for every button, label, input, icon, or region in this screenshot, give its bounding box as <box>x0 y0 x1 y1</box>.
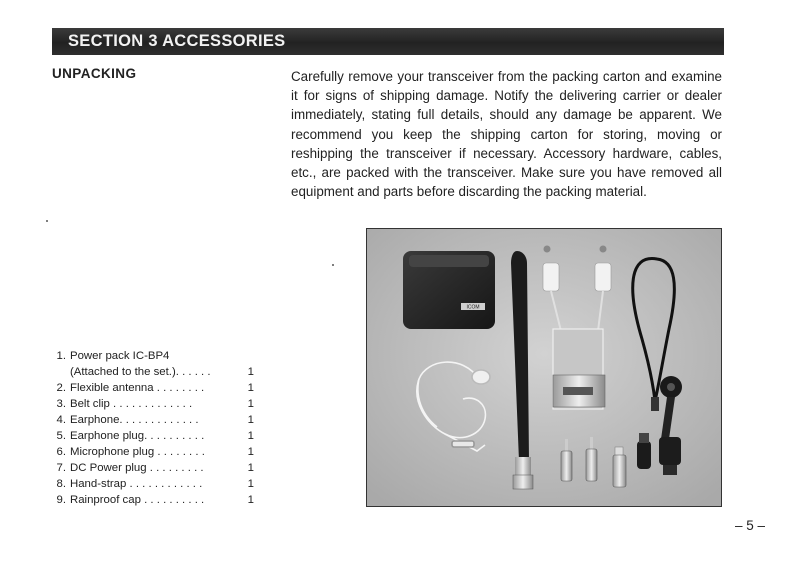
parts-list-item <box>51 348 266 380</box>
item-description: Rainproof cap . . . . . . . . . . <box>70 494 205 506</box>
item-number: 3. <box>56 398 66 410</box>
item-quantity: 1 <box>247 382 254 394</box>
pack-label: ICOM <box>466 304 480 311</box>
item-description: Belt clip . . . . . . . . . . . . . <box>70 398 193 410</box>
item-description: Flexible antenna . . . . . . . . <box>70 382 205 394</box>
page-number: – 5 – <box>735 518 766 533</box>
print-speck <box>46 220 48 222</box>
item-number: 1. <box>56 350 66 362</box>
item-number: 2. <box>56 382 66 394</box>
accessories-photo <box>366 228 722 507</box>
section-header-bar <box>52 28 724 55</box>
item-number: 6. <box>56 446 66 458</box>
parts-list-item <box>51 412 266 428</box>
item-quantity: 1 <box>247 446 254 458</box>
item-number: 9. <box>56 494 66 506</box>
print-speck <box>332 264 334 266</box>
item-number: 8. <box>56 478 66 490</box>
item-description: Microphone plug . . . . . . . . <box>70 446 205 458</box>
item-quantity: 1 <box>247 430 254 442</box>
item-number: 5. <box>56 430 66 442</box>
accessories-photo-illustration <box>367 229 721 506</box>
item-quantity: 1 <box>247 414 254 426</box>
item-description: Hand-strap . . . . . . . . . . . . <box>70 478 203 490</box>
parts-list-item <box>51 492 266 508</box>
parts-list-item <box>51 396 266 412</box>
earphone-jack-icon <box>637 433 651 469</box>
parts-list-item <box>51 476 266 492</box>
item-quantity: 1 <box>247 398 254 410</box>
item-description: Power pack IC-BP4 <box>70 350 170 362</box>
parts-list-item <box>51 460 266 476</box>
parts-list-item <box>51 380 266 396</box>
item-description: Earphone. . . . . . . . . . . . . <box>70 414 199 426</box>
item-description: DC Power plug . . . . . . . . . <box>70 462 204 474</box>
unpacking-paragraph: Carefully remove your transceiver from the packing carton and examine it for signs of shipping damage. Notify the delivering carrier or dealer immediately, stating full details, should any damage be apparent. We recommend you keep the shipping carton for storing, moving or reshipping the transceiver if necessary. Accessory hardware, cables, etc., are packed with the transceiver. Make sure you have removed all equipment and parts before discarding the packing material. <box>291 69 722 200</box>
parts-list-item <box>51 428 266 444</box>
parts-list <box>51 348 266 508</box>
section-title: SECTION 3 ACCESSORIES <box>68 32 286 50</box>
parts-list-item <box>51 444 266 460</box>
item-quantity: 1 <box>247 494 254 506</box>
item-quantity: 1 <box>247 366 254 378</box>
unpacking-heading: UNPACKING <box>52 66 137 81</box>
item-number: 4. <box>56 414 66 426</box>
item-quantity: 1 <box>247 462 254 474</box>
item-number: 7. <box>56 462 66 474</box>
item-description: Earphone plug. . . . . . . . . . <box>70 430 205 442</box>
power-pack-icon <box>403 251 495 329</box>
item-quantity: 1 <box>247 478 254 490</box>
item-description-note: (Attached to the set.). . . . . . <box>70 366 211 378</box>
